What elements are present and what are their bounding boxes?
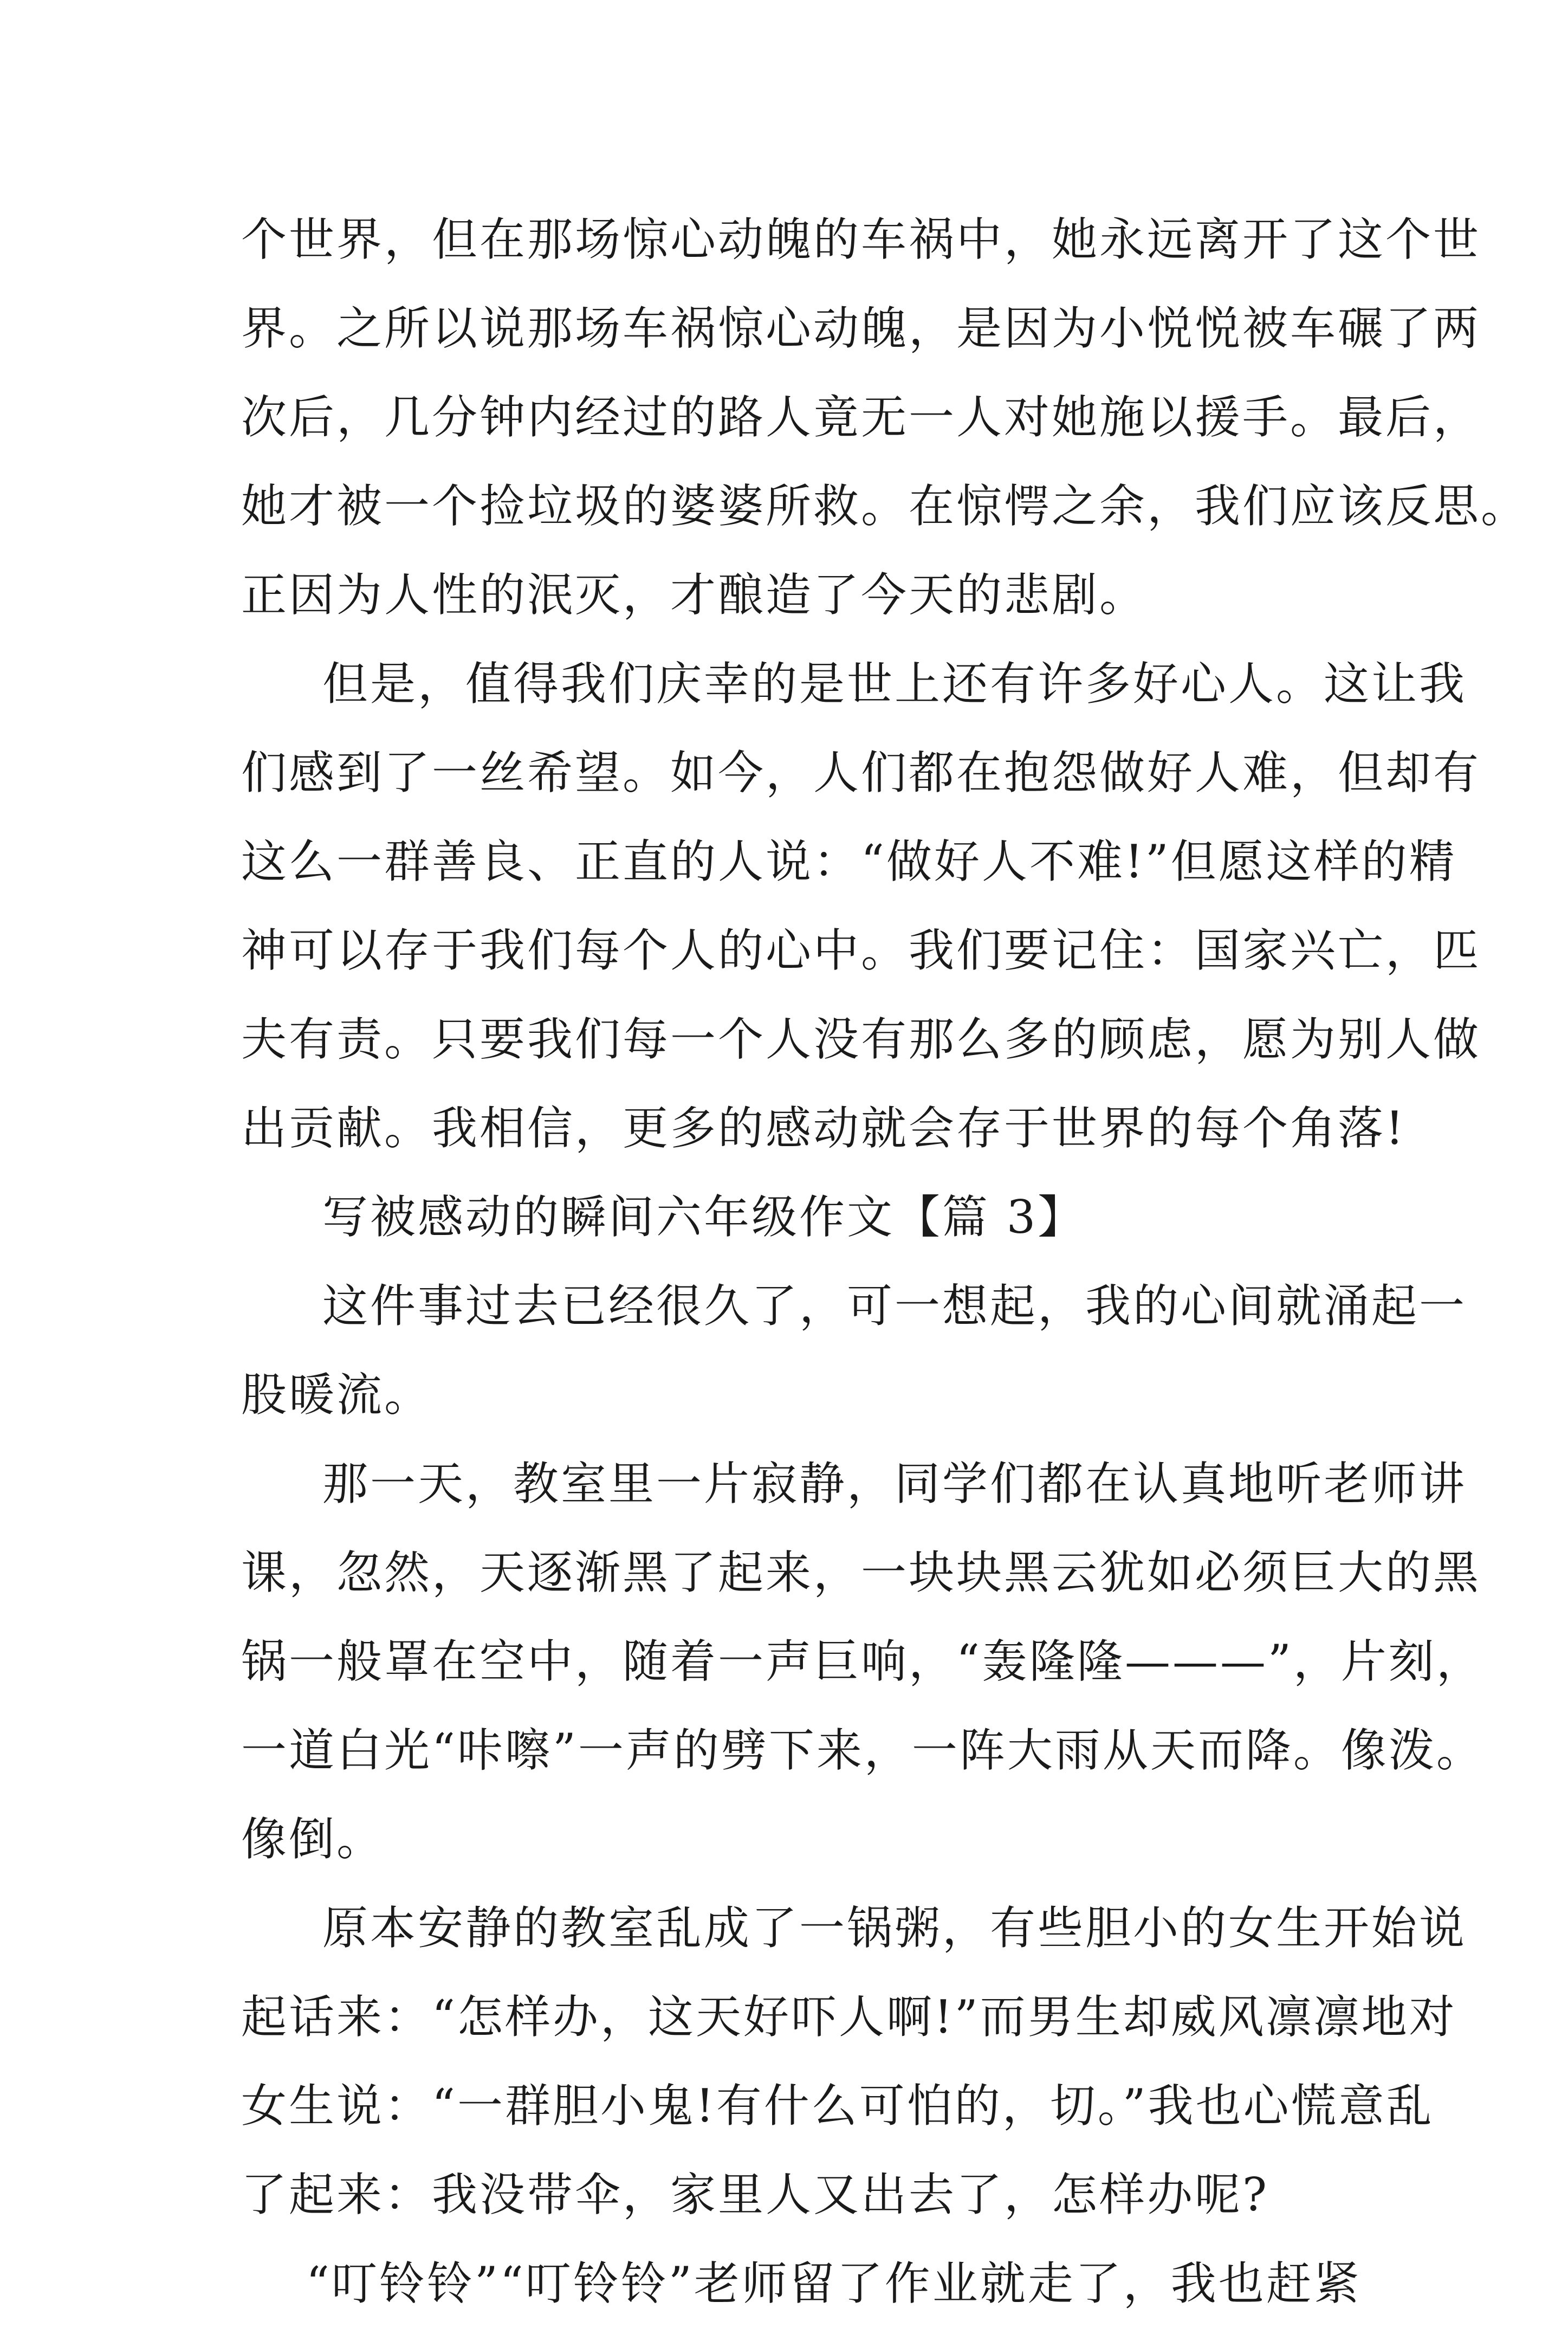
text-line: 夫有责。只要我们每一个人没有那么多的顾虑，愿为别人做	[241, 1013, 1481, 1066]
text-line: 正因为人性的泯灭，才酿造了今天的悲剧。	[241, 568, 1148, 622]
text-line: 一道白光“咔嚓”一声的劈下来，一阵大雨从天而降。像泼。	[241, 1724, 1484, 1777]
section-heading: 写被感动的瞬间六年级作文【篇 3】	[322, 1191, 1086, 1244]
text-line: 出贡献。我相信，更多的感动就会存于世界的每个角落!	[241, 1102, 1406, 1155]
text-line: 女生说：“一群胆小鬼!有什么可怕的，切。”我也心慌意乱	[241, 2079, 1434, 2132]
paragraph-start-line: 原本安静的教室乱成了一锅粥，有些胆小的女生开始说	[322, 1902, 1467, 1955]
text-line: 课，忽然，天逐渐黑了起来，一块块黑云犹如必须巨大的黑	[241, 1546, 1481, 1599]
text-line: 次后，几分钟内经过的路人竟无一人对她施以援手。最后，	[241, 391, 1481, 444]
text-line: 锅一般罩在空中，随着一声巨响，“轰隆隆———”，片刻，	[241, 1635, 1484, 1688]
text-line: 这么一群善良、正直的人说：“做好人不难!”但愿这样的精	[241, 835, 1457, 888]
text-line: 界。之所以说那场车祸惊心动魄，是因为小悦悦被车碾了两	[241, 302, 1481, 355]
text-line: 个世界，但在那场惊心动魄的车祸中，她永远离开了这个世	[241, 213, 1481, 266]
text-line: 股暖流。	[241, 1368, 432, 1421]
text-line: 她才被一个捡垃圾的婆婆所救。在惊愕之余，我们应该反思。	[241, 480, 1529, 533]
paragraph-start-line: “叮铃铃”“叮铃铃”老师留了作业就走了，我也赶紧	[306, 2257, 1362, 2310]
text-line: 起话来：“怎样办，这天好吓人啊!”而男生却威风凛凛地对	[241, 1990, 1457, 2044]
paragraph-start-line: 但是，值得我们庆幸的是世上还有许多好心人。这让我	[322, 657, 1467, 710]
text-line: 神可以存于我们每个人的心中。我们要记住：国家兴亡，匹	[241, 924, 1481, 977]
paragraph-start-line: 这件事过去已经很久了，可一想起，我的心间就涌起一	[322, 1279, 1467, 1333]
text-line: 了起来：我没带伞，家里人又出去了，怎样办呢?	[241, 2168, 1269, 2221]
paragraph-start-line: 那一天，教室里一片寂静，同学们都在认真地听老师讲	[322, 1457, 1467, 1510]
document-body	[241, 195, 1529, 2328]
text-line: 们感到了一丝希望。如今，人们都在抱怨做好人难，但却有	[241, 746, 1481, 799]
text-line: 像倒。	[241, 1813, 385, 1866]
